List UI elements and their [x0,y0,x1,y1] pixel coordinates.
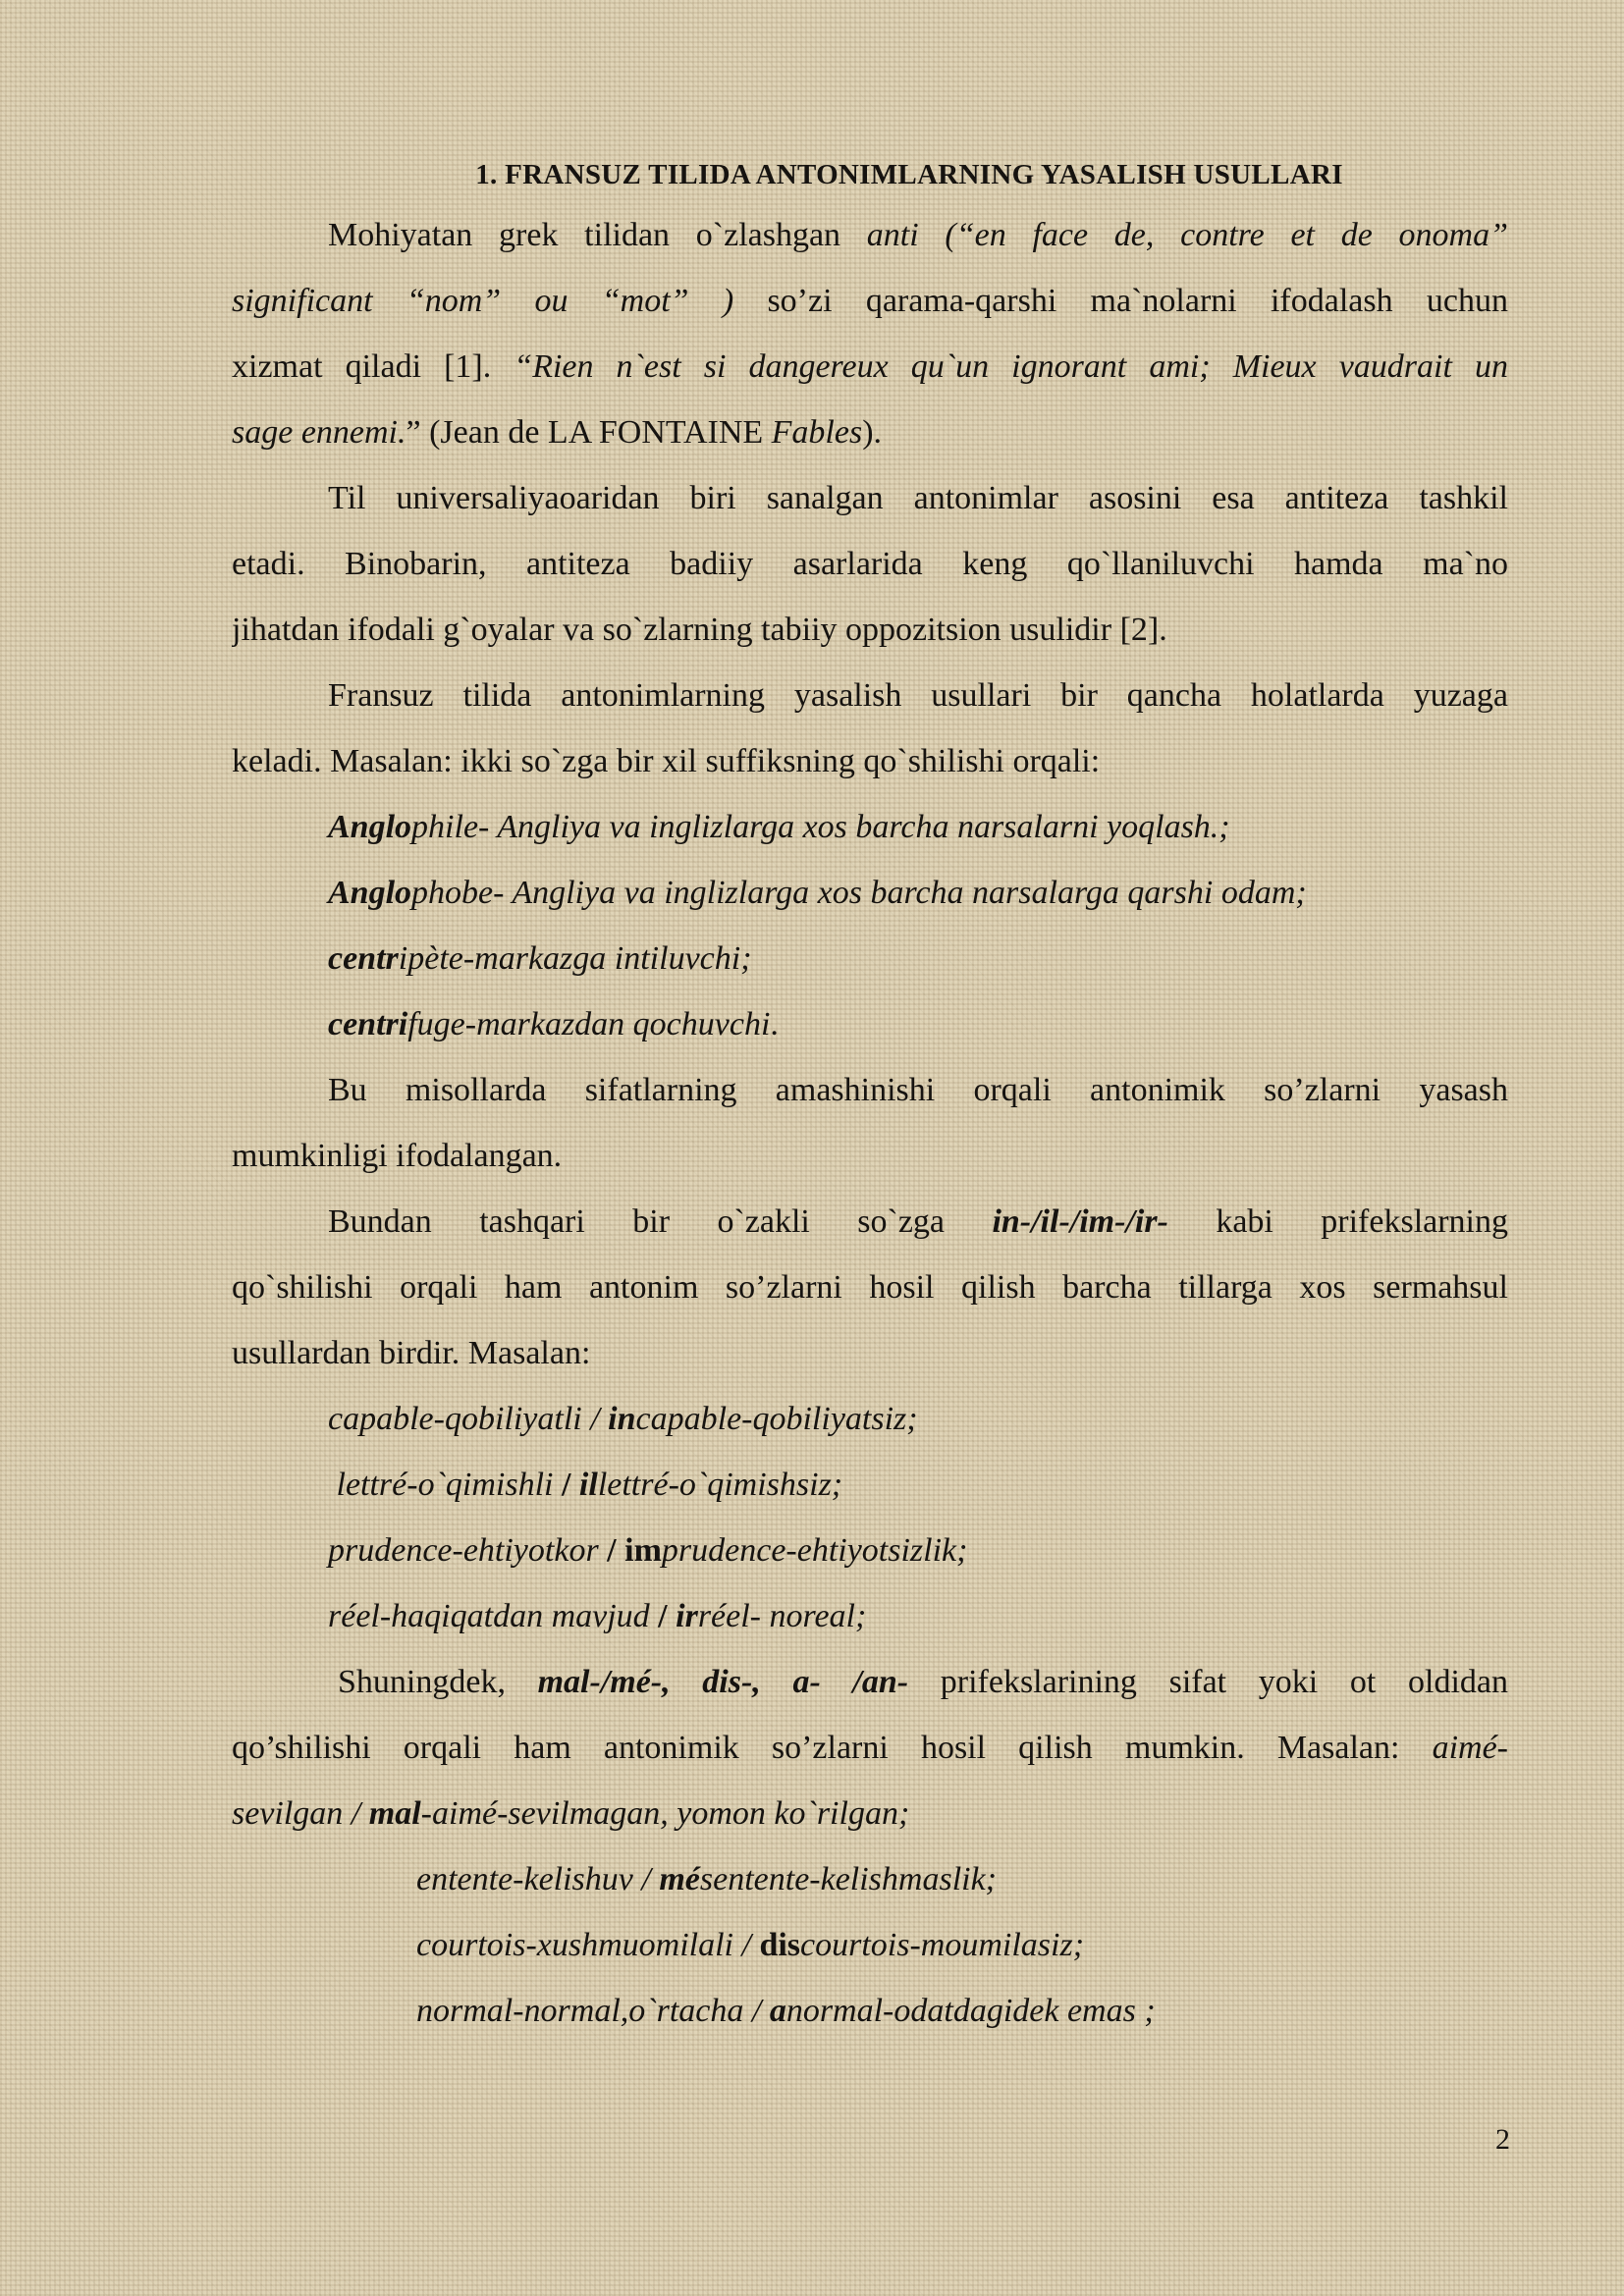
example-text: courtois-xushmuomilali / [416,1927,760,1963]
text-run: kabi prifekslarning [1167,1203,1508,1240]
p5-line-2: qo`shilishi orqali ham antonim so’zlarni hosil qilish barcha tillarga xos sermahsul [232,1269,1508,1306]
p6-line-1 [232,1649,1508,1715]
p2-line-3: jihatdan ifodali g`oyalar va so`zlarning tabiiy oppozitsion usulidir [2]. [232,612,1167,648]
example-text: prudence-ehtiyotkor [328,1532,608,1569]
example-text: normal-normal,o`rtacha / [416,1993,770,2029]
p4-line-2: mumkinligi ifodalangan. [232,1138,563,1174]
prefix-bold: a [769,1993,786,2029]
p2-line-2: etadi. Binobarin, antiteza badiiy asarlarida keng qo`llaniluvchi hamda ma`no [232,546,1508,582]
text-run: Bundan tashqari bir o`zakli so`zga [328,1203,993,1240]
prefix-list: in-/il-/im-/ir- [992,1203,1168,1240]
prefix-bold: Anglo [328,875,412,911]
example-line [232,794,1508,860]
prefix-list: mal-/mé-, dis-, a- /an- [537,1664,909,1700]
example-line [232,1386,1508,1452]
example-text: réel- noreal; [697,1598,867,1634]
example-text: phile- Angliya va inglizlarga xos barcha narsalarni yoqlash.; [411,809,1230,845]
text-run: prifekslarining sifat yoki ot oldidan [908,1664,1508,1700]
p2-line-1: Til universaliyaoaridan biri sanalgan antonimlar asosini esa antiteza tashkil [328,480,1508,516]
p1-line-2 [232,268,1508,334]
example-line [232,1846,1508,1912]
example-line [232,1518,1508,1583]
example-text: -aimé-sevilmagan, yomon ko`rilgan; [420,1795,910,1832]
p6-line-3 [232,1781,1508,1846]
example-line [232,860,1508,926]
example-text: capable-qobiliyatsiz; [635,1401,918,1437]
example-line [232,1583,1508,1649]
example-text: lettré-o`qimishli [328,1467,562,1503]
separator: / [658,1598,677,1634]
example-line [232,1978,1508,2044]
example-text: lettré-o`qimishsiz; [597,1467,843,1503]
italic-title: Fables [771,414,863,451]
p6-line-2 [232,1715,1508,1781]
section-heading: 1. FRANSUZ TILIDA ANTONIMLARNING YASALISH USULLARI [475,159,1343,190]
page-number: 2 [1495,2123,1510,2156]
example-text: prudence-ehtiyotsizlik; [661,1532,968,1569]
p5-line-1 [232,1189,1508,1255]
italic-quote: anti (“en face de, contre et de onoma” [866,217,1508,253]
prefix-bold: im [624,1532,662,1569]
example-text: aimé- [1432,1730,1508,1766]
prefix-bold: dis [759,1927,801,1963]
separator: / [607,1532,625,1569]
text-run: ” (Jean de LA FONTAINE [406,414,772,451]
prefix-bold: Anglo [328,809,412,845]
p3-line-2: keladi. Masalan: ikki so`zga bir xil suffiksning qo`shilishi orqali: [232,743,1101,779]
italic-quote: significant “nom” ou “mot” ) [232,283,734,319]
p1-line-4 [232,400,1508,465]
example-line [232,1912,1508,1978]
example-line [232,926,1508,991]
prefix-bold: mal [368,1795,421,1832]
example-text: fuge-markazdan qochuvchi [407,1006,771,1042]
example-text: ipète-markazga intiluvchi; [398,940,752,977]
text-run: xizmat qiladi [1]. [232,348,514,385]
separator: / [561,1467,579,1503]
text-run: so’zi qarama-qarshi ma`nolarni ifodalash uchun [733,283,1508,319]
example-text: réel-haqiqatdan mavjud [328,1598,659,1634]
document-page [232,147,1508,2044]
example-text: normal-odatdagidek emas ; [785,1993,1156,2029]
italic-quote: sage ennemi. [232,414,406,451]
p1-line-3 [232,334,1508,400]
text-run: qo’shilishi orqali ham antonimik so’zlarni hosil qilish mumkin. Masalan: [232,1730,1433,1766]
text-run: ). [862,414,883,451]
example-text: sevilgan / [232,1795,369,1832]
example-text: capable-qobiliyatli / [328,1401,609,1437]
p3-line-1: Fransuz tilida antonimlarning yasalish usullari bir qancha holatlarda yuzaga [328,677,1508,714]
prefix-bold: in [608,1401,636,1437]
example-line [232,1452,1508,1518]
prefix-bold: il [578,1467,598,1503]
example-line [232,991,1508,1057]
example-text: entente-kelishuv / [416,1861,660,1897]
prefix-bold: centr [328,940,399,977]
italic-quote: “Rien n`est si dangereux qu`un ignorant ami; Mieux vaudrait un [514,348,1508,385]
text-run: Shuningdek, [338,1664,538,1700]
p1-line-1 [232,202,1508,268]
prefix-bold: mé [659,1861,700,1897]
prefix-bold: ir [676,1598,698,1634]
prefix-bold: centri [328,1006,408,1042]
example-text: courtois-moumilasiz; [800,1927,1085,1963]
text-run: . [770,1006,779,1042]
text-run: Mohiyatan grek tilidan o`zlashgan [328,217,867,253]
example-text: phobe- Angliya va inglizlarga xos barcha narsalarga qarshi odam; [411,875,1307,911]
example-text: sentente-kelishmaslik; [699,1861,998,1897]
p5-line-3: usullardan birdir. Masalan: [232,1335,591,1371]
p4-line-1: Bu misollarda sifatlarning amashinishi orqali antonimik so’zlarni yasash [328,1072,1508,1108]
